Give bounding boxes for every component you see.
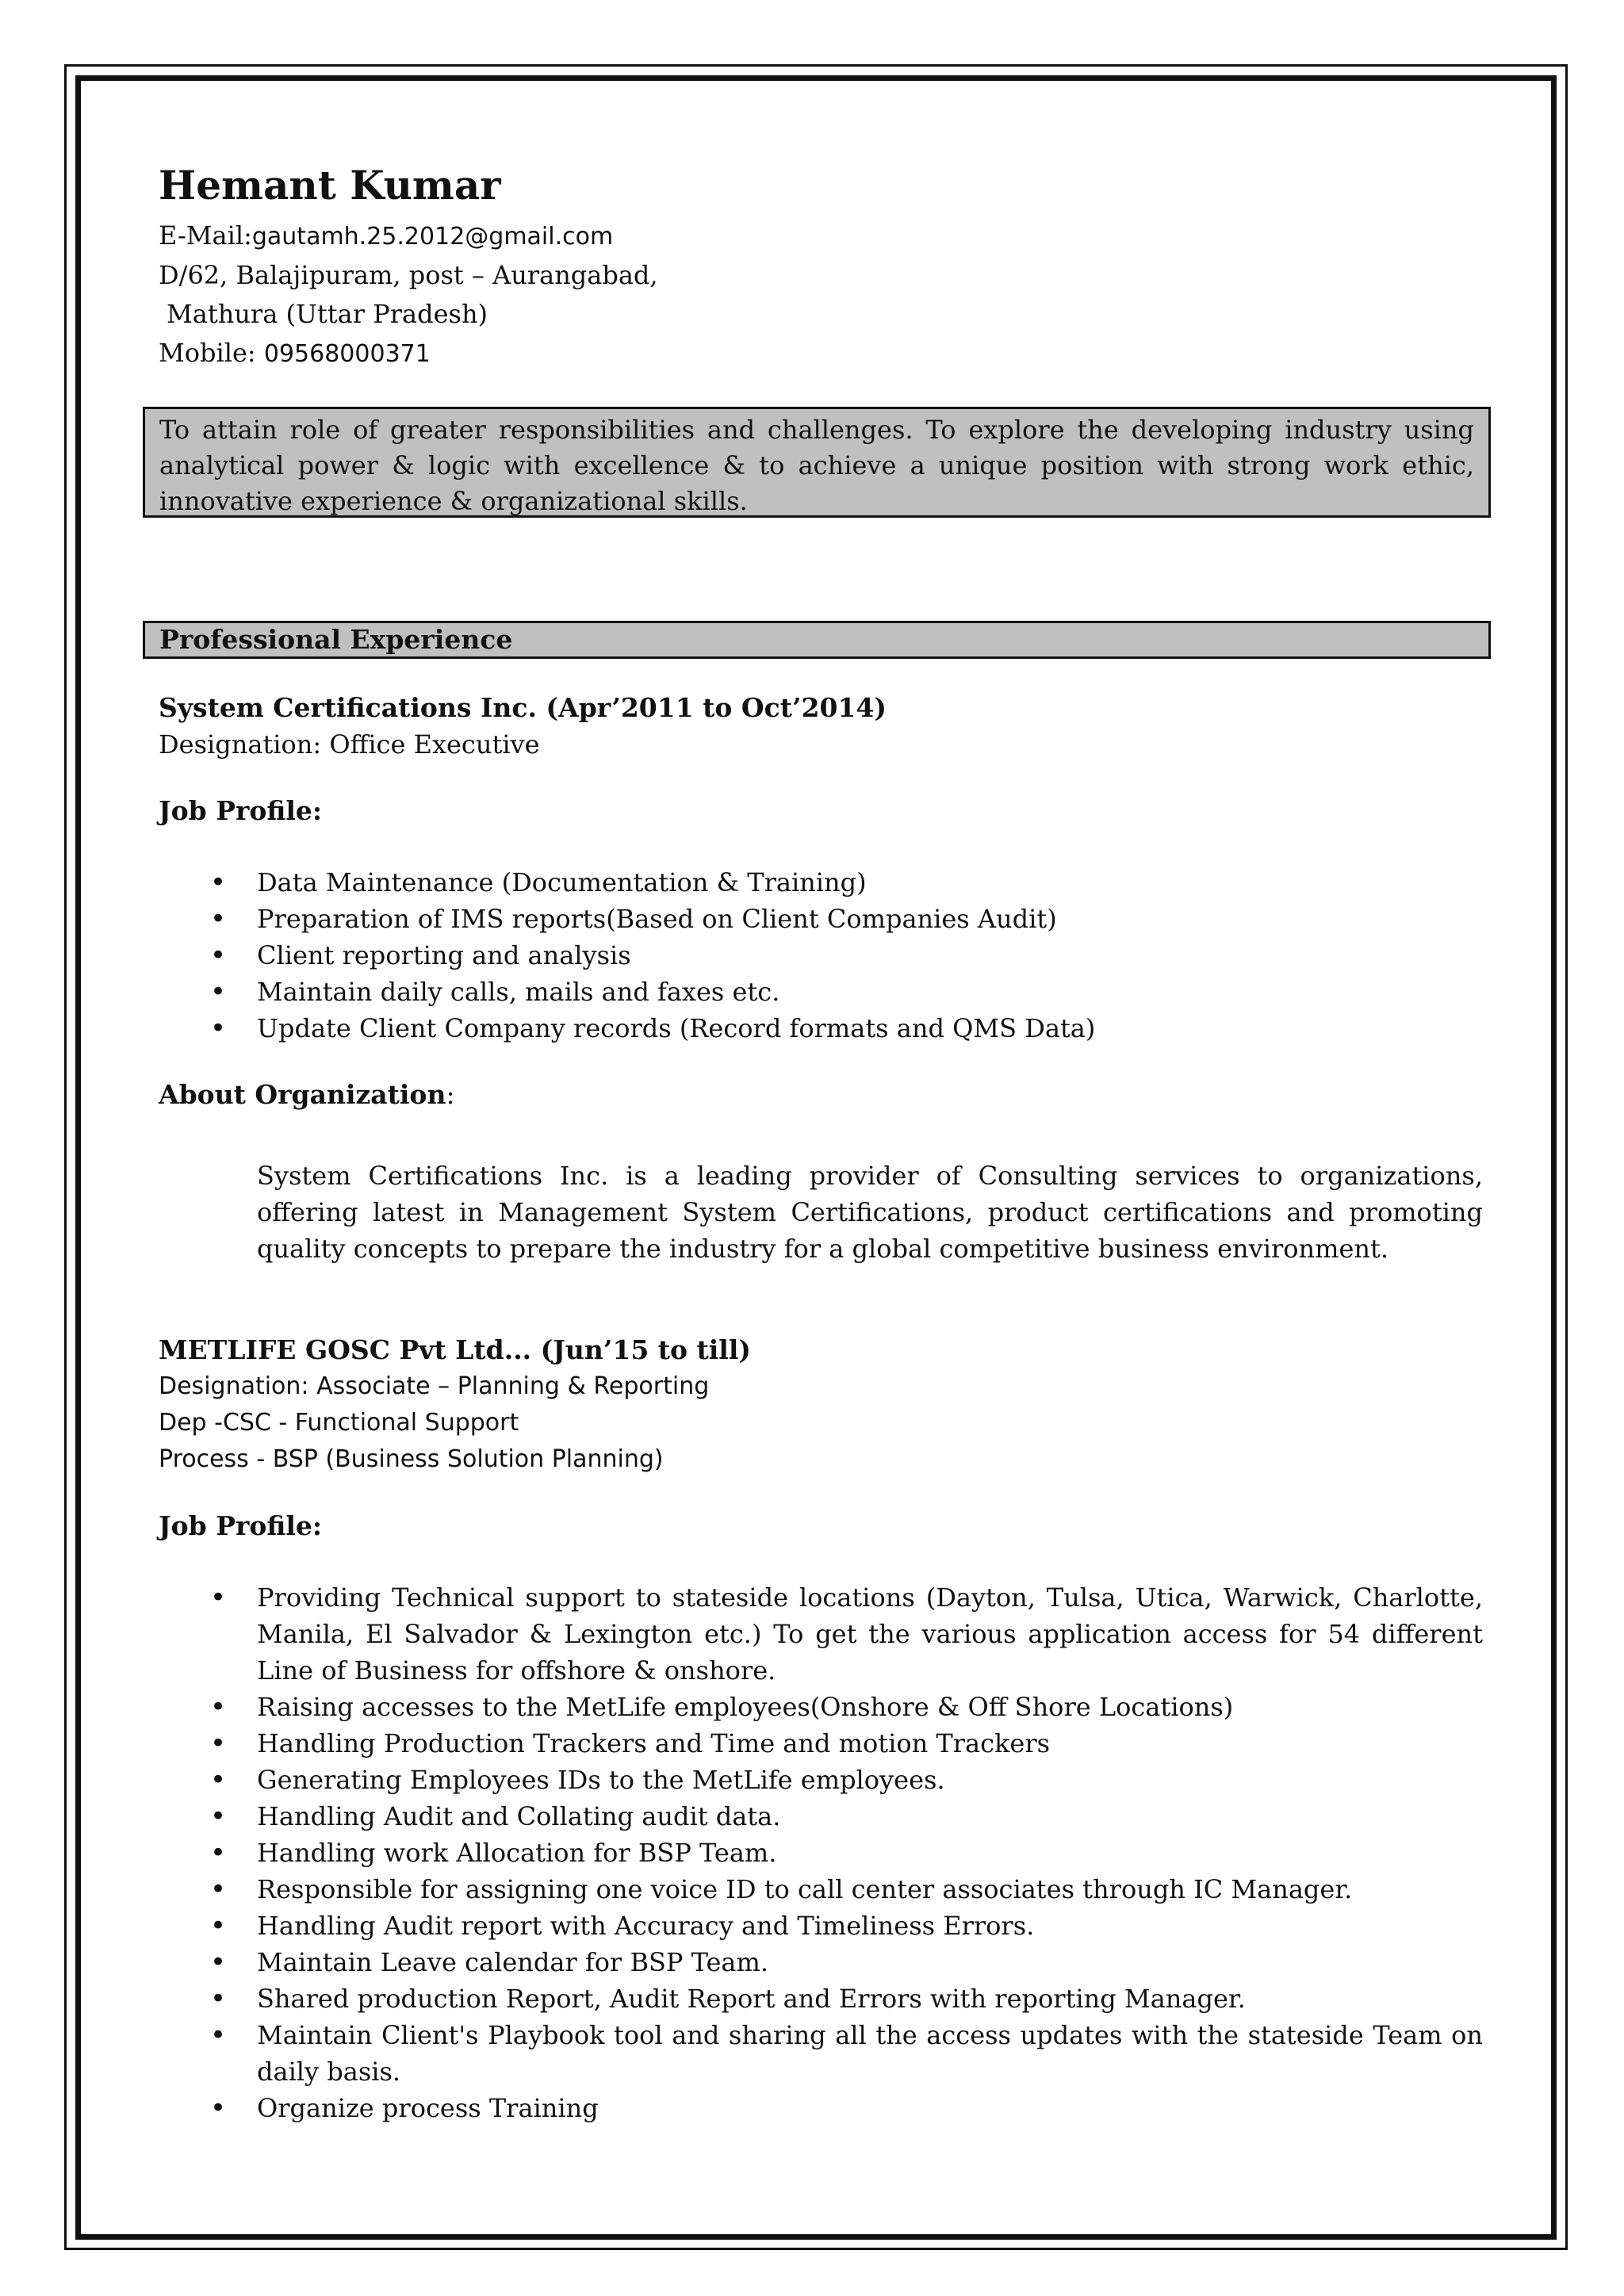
address-line-1: D/62, Balajipuram, post – Aurangabad,: [159, 260, 658, 290]
objective-box: To attain role of greater responsibilities and challenges. To explore the developing industry using analytical power & logic with excellence & to achieve a unique position with strong work ethic, innovative experience & organizational skills.: [143, 407, 1491, 518]
job-1: [159, 690, 1483, 1267]
job-2-department: Dep -CSC - Functional Support: [159, 1409, 519, 1437]
list-item: • Maintain Client's Playbook tool and sharing all the access updates with the stateside Team on daily basis.: [159, 2017, 1483, 2090]
email-label: E-Mail:: [159, 220, 252, 251]
list-item: • Shared production Report, Audit Report and Errors with reporting Manager.: [159, 1980, 1483, 2017]
job-1-duties: [159, 864, 1483, 1047]
list-item: • Responsible for assigning one voice ID to call center associates through IC Manager.: [159, 1871, 1483, 1908]
contact-header: [159, 155, 1483, 373]
job-1-profile-label: Job Profile:: [159, 795, 323, 826]
job-2-designation: Designation: Associate – Planning & Reporting: [159, 1372, 710, 1400]
list-item: • Handling Production Trackers and Time and motion Trackers: [159, 1725, 1483, 1762]
list-item: • Update Client Company records (Record formats and QMS Data): [159, 1010, 1483, 1047]
about-organization-heading: [159, 1077, 1483, 1113]
email-address: gautamh.25.2012@gmail.com: [251, 223, 614, 251]
section-heading-experience: Professional Experience: [143, 621, 1491, 659]
list-item: • Generating Employees IDs to the MetLife employees.: [159, 1762, 1483, 1798]
about-organization-label: About Organization: [159, 1079, 446, 1110]
list-item: • Handling Audit report with Accuracy and Timeliness Errors.: [159, 1908, 1483, 1944]
job-1-company: System Certifications Inc. (Apr’2011 to Oct’2014): [159, 692, 887, 723]
mobile-line: [159, 334, 1483, 373]
mobile-number: 09568000371: [263, 340, 431, 368]
list-item: • Raising accesses to the MetLife employees(Onshore & Off Shore Locations): [159, 1689, 1483, 1725]
candidate-name: Hemant Kumar: [159, 162, 501, 209]
job-2-duties: [159, 1579, 1483, 2126]
list-item: • Data Maintenance (Documentation & Training): [159, 864, 1483, 901]
list-item: • Handling Audit and Collating audit data.: [159, 1798, 1483, 1835]
list-item: • Preparation of IMS reports(Based on Client Companies Audit): [159, 901, 1483, 937]
job-2-process: Process - BSP (Business Solution Planning): [159, 1445, 664, 1473]
list-item: • Providing Technical support to stateside locations (Dayton, Tulsa, Utica, Warwick, Charlotte, Manila, El Salvador & Lexington etc.) To get the various application access for 54 different Line of Business for offshore & onshore.: [159, 1579, 1483, 1689]
list-item: • Client reporting and analysis: [159, 937, 1483, 974]
list-item: • Maintain Leave calendar for BSP Team.: [159, 1944, 1483, 1980]
about-organization-text: System Certifications Inc. is a leading provider of Consulting services to organizations, offering latest in Management System Certifications, product certifications and promoting quality concepts to prepare the industry for a global competitive business environment.: [257, 1161, 1483, 1264]
about-organization-colon: :: [446, 1079, 455, 1110]
job-2-company: METLIFE GOSC Pvt Ltd... (Jun’15 to till): [159, 1334, 751, 1365]
job-2-profile-label: Job Profile:: [159, 1510, 323, 1541]
job-1-designation: Designation: Office Executive: [159, 729, 540, 760]
email-line: [159, 216, 1483, 256]
list-item: • Maintain daily calls, mails and faxes etc.: [159, 974, 1483, 1010]
list-item: • Handling work Allocation for BSP Team.: [159, 1835, 1483, 1871]
list-item: • Organize process Training: [159, 2090, 1483, 2126]
job-2: [159, 1332, 1483, 2126]
mobile-label: Mobile:: [159, 338, 256, 368]
address-line-2: Mathura (Uttar Pradesh): [167, 299, 488, 329]
